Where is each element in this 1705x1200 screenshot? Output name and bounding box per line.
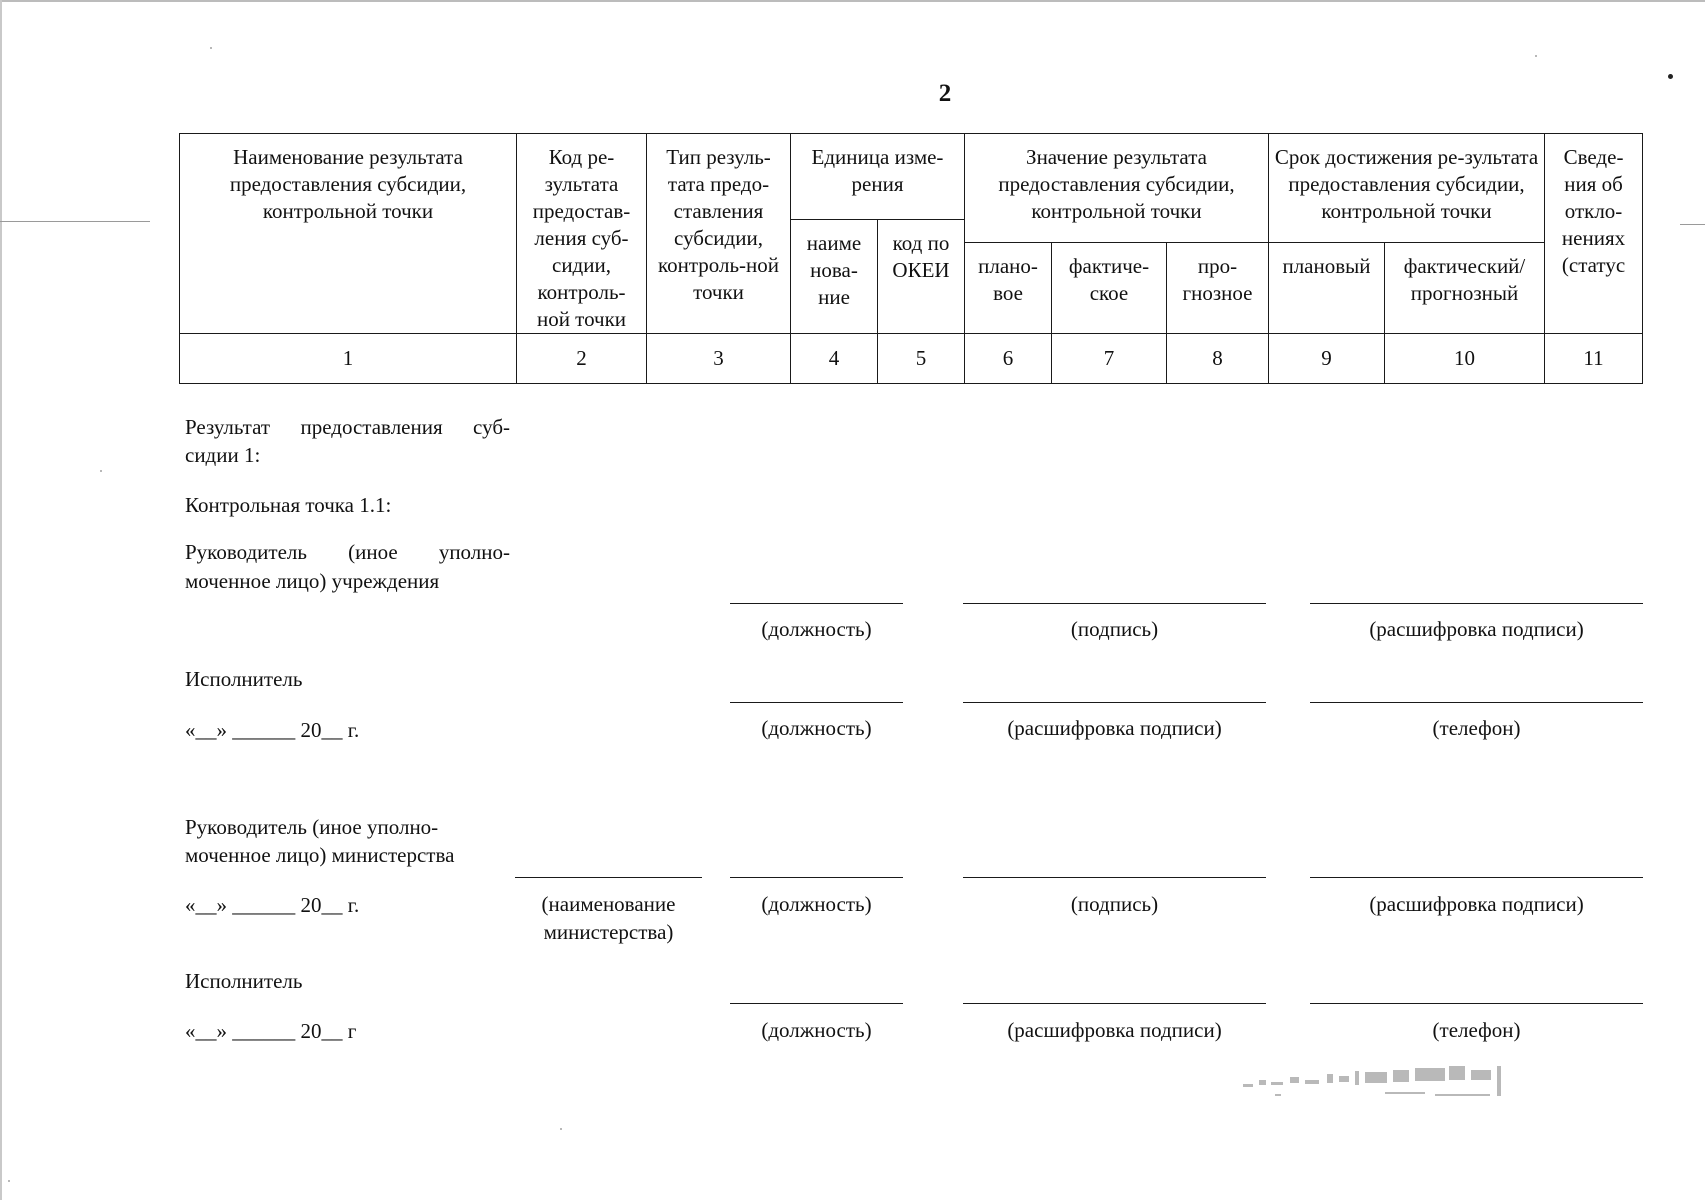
signature-line [730, 877, 903, 878]
signature-line [1310, 1003, 1643, 1004]
ministry-name-caption-line2: министерства) [543, 920, 674, 944]
result-label-line1: Результат предоставления суб- [185, 415, 510, 439]
header-actual-term: фактический/ прогнозный [1385, 243, 1545, 334]
header-deviation-info: Сведе-ния об откло-нениях (статус [1545, 134, 1643, 334]
position-caption: (должность) [761, 716, 872, 740]
signature-line [963, 702, 1266, 703]
column-number: 10 [1385, 334, 1545, 384]
executor-label: Исполнитель [185, 969, 303, 993]
column-number: 2 [517, 334, 647, 384]
position-caption: (должность) [761, 1018, 872, 1042]
speck [100, 470, 102, 472]
header-unit-group: Единица изме-рения [791, 134, 965, 220]
scan-artifact-right [1680, 224, 1705, 225]
header-value-group: Значение результата предоставления субсидии, контрольной точки [965, 134, 1269, 243]
date-field: «__» ______ 20__ г. [185, 718, 360, 742]
control-point-label: Контрольная точка 1.1: [185, 493, 392, 517]
speck [210, 47, 212, 49]
column-number: 8 [1167, 334, 1269, 384]
ministry-head-line1: Руководитель (иное уполно- [185, 815, 439, 839]
decoding-caption: (расшифровка подписи) [1369, 617, 1584, 641]
signature-line [515, 877, 702, 878]
phone-caption: (телефон) [1432, 716, 1521, 740]
report-table [179, 133, 1643, 384]
signature-line [963, 1003, 1266, 1004]
decoding-caption: (расшифровка подписи) [1007, 716, 1222, 740]
signature-line [1310, 702, 1643, 703]
signature-line [730, 702, 903, 703]
signature-line [1310, 877, 1643, 878]
decoding-caption: (расшифровка подписи) [1369, 892, 1584, 916]
signature-line [963, 877, 1266, 878]
signature-caption: (подпись) [1070, 892, 1159, 916]
column-number: 1 [180, 334, 517, 384]
column-number: 5 [878, 334, 965, 384]
speck [1535, 55, 1537, 57]
column-number: 6 [965, 334, 1052, 384]
result-label-line2: сидии 1: [185, 443, 261, 467]
decoding-caption: (расшифровка подписи) [1007, 1018, 1222, 1042]
column-number: 11 [1545, 334, 1643, 384]
faint-stamp-imprint [1235, 1062, 1525, 1104]
signature-line [730, 603, 903, 604]
signature-line [1310, 603, 1643, 604]
signature-line [963, 603, 1266, 604]
signature-caption: (подпись) [1070, 617, 1159, 641]
column-number: 9 [1269, 334, 1385, 384]
institution-head-line1: Руководитель (иное уполно- [185, 540, 510, 564]
header-actual-value: фактиче-ское [1052, 243, 1167, 334]
date-field: «__» ______ 20__ г [185, 1019, 357, 1043]
header-forecast-value: про-гнозное [1167, 243, 1269, 334]
date-field: «__» ______ 20__ г. [185, 893, 360, 917]
header-planned-term: плановый [1269, 243, 1385, 334]
ministry-name-caption-line1: (наименование [541, 892, 676, 916]
header-unit-name: наиме нова-ние [791, 220, 878, 334]
header-result-code: Код ре-зультата предостав-ления суб-сидии, контроль-ной точки [517, 134, 647, 334]
header-result-name: Наименование результата предоставления субсидии, контрольной точки [180, 134, 517, 334]
header-result-type: Тип резуль-тата предо-ставления субсидии, контроль-ной точки [647, 134, 791, 334]
position-caption: (должность) [761, 617, 872, 641]
header-unit-okei: код по ОКЕИ [878, 220, 965, 334]
header-term-group: Срок достижения ре-зультата предоставления субсидии, контрольной точки [1269, 134, 1545, 243]
speck [560, 1128, 562, 1130]
column-number: 4 [791, 334, 878, 384]
page-left-edge [0, 0, 2, 1200]
signature-line [730, 1003, 903, 1004]
column-number: 7 [1052, 334, 1167, 384]
institution-head-line2: моченное лицо) учреждения [185, 569, 440, 593]
phone-caption: (телефон) [1432, 1018, 1521, 1042]
scan-artifact-left [0, 221, 150, 222]
scan-dot [1668, 74, 1673, 79]
header-planned-value: плано-вое [965, 243, 1052, 334]
speck [8, 1180, 10, 1182]
executor-label: Исполнитель [185, 667, 303, 691]
ministry-head-line2: моченное лицо) министерства [185, 843, 455, 867]
column-number: 3 [647, 334, 791, 384]
position-caption: (должность) [761, 892, 872, 916]
page-number: 2 [938, 80, 952, 107]
page-top-edge [0, 0, 1705, 8]
